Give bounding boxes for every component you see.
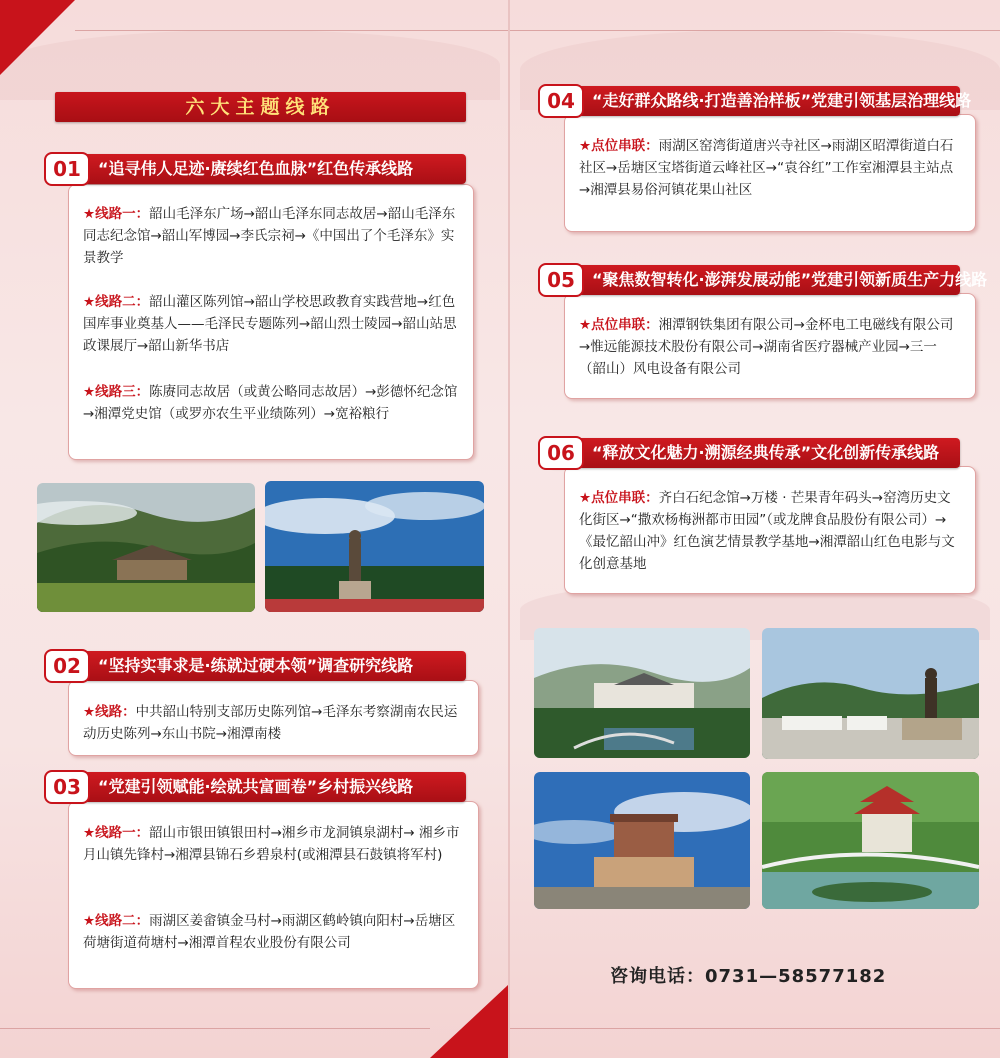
divider-line xyxy=(510,30,1000,31)
route-item-label: ★点位串联： xyxy=(579,490,659,506)
main-title: 六大主题线路 xyxy=(55,92,466,122)
route-item-label: ★线路二： xyxy=(83,913,150,929)
route-item xyxy=(83,822,466,866)
photo-statue-mountains xyxy=(762,628,979,759)
route-item-label: ★线路： xyxy=(83,704,136,720)
route-number: 01 xyxy=(44,152,90,186)
route-04-header xyxy=(540,86,972,116)
route-item xyxy=(83,203,461,269)
route-item-label: ★线路一： xyxy=(83,825,150,841)
route-item xyxy=(83,291,461,357)
route-item-text: 韶山市银田镇银田村→湘乡市龙洞镇泉湖村→ 湘乡市月山镇先锋村→湘潭县锦石乡碧泉村(或湘潭县石鼓镇将军村) xyxy=(83,825,460,863)
photo-statue-square xyxy=(265,481,484,612)
route-03-box xyxy=(68,801,479,989)
consult-phone: 咨询电话：0731—58577182 xyxy=(610,966,887,987)
route-03-header xyxy=(46,772,466,802)
route-item xyxy=(83,910,466,954)
corner-ribbon xyxy=(0,0,75,75)
route-title: “聚焦数智转化·澎湃发展动能”党建引领新质生产力线路 xyxy=(592,270,988,289)
route-number: 03 xyxy=(44,770,90,804)
divider-line xyxy=(510,1028,1000,1029)
route-05-box xyxy=(564,293,976,399)
route-02-header xyxy=(46,651,466,681)
route-item-text: 韶山灌区陈列馆→韶山学校思政教育实践营地→红色国库事业奠基人——毛泽民专题陈列→韶山烈士陵园→韶山站思政课展厅→韶山新华书店 xyxy=(83,294,457,354)
photo-pavilion xyxy=(762,772,979,909)
route-title: “坚持实事求是·练就过硬本领”调查研究线路 xyxy=(98,656,414,675)
corner-ribbon xyxy=(430,985,508,1058)
route-item xyxy=(83,381,461,425)
route-item xyxy=(579,314,963,380)
divider-line xyxy=(0,1028,430,1029)
route-number: 04 xyxy=(538,84,584,118)
route-title: “走好群众路线·打造善治样板”党建引领基层治理线路 xyxy=(592,91,972,110)
route-item-text: 中共韶山特别支部历史陈列馆→毛泽东考察湖南农民运动历史陈列→东山书院→湘潭南楼 xyxy=(83,704,458,742)
photo-south-tower xyxy=(534,772,750,909)
mountain-decoration xyxy=(0,30,500,100)
route-item-label: ★线路三： xyxy=(83,384,150,400)
route-02-box xyxy=(68,680,479,756)
route-title: “追寻伟人足迹·赓续红色血脉”红色传承线路 xyxy=(98,159,414,178)
route-06-box xyxy=(564,466,976,594)
route-01-header xyxy=(46,154,466,184)
divider-line xyxy=(75,30,508,31)
route-item-label: ★点位串联： xyxy=(579,317,659,333)
route-item xyxy=(579,135,963,201)
route-title: “释放文化魅力·溯源经典传承”文化创新传承线路 xyxy=(592,443,940,462)
route-06-header xyxy=(540,438,960,468)
route-item-text: 齐白石纪念馆→万楼 · 芒果青年码头→窑湾历史文化街区→“撒欢杨梅洲都市田园”（或龙牌食品股份有限公司）→《最忆韶山冲》红色演艺情景教学基地→湘潭韶山红色电影与文化创意基地 xyxy=(579,490,955,572)
route-04-box xyxy=(564,114,976,232)
route-item xyxy=(83,701,466,745)
route-05-header xyxy=(540,265,988,295)
route-number: 06 xyxy=(538,436,584,470)
route-item xyxy=(579,487,963,575)
route-number: 05 xyxy=(538,263,584,297)
route-title: “党建引领赋能·绘就共富画卷”乡村振兴线路 xyxy=(98,777,414,796)
route-01-box xyxy=(68,184,474,460)
route-item-label: ★线路二： xyxy=(83,294,150,310)
route-item-label: ★线路一： xyxy=(83,206,150,222)
route-item-text: 陈赓同志故居（或黄公略同志故居）→彭德怀纪念馆→湘潭党史馆（或罗亦农生平业绩陈列）→宽裕粮行 xyxy=(83,384,458,422)
route-item-text: 雨湖区姜畲镇金马村→雨湖区鹤岭镇向阳村→岳塘区荷塘街道荷塘村→湘潭首程农业股份有限公司 xyxy=(83,913,456,951)
fold-line xyxy=(508,0,510,1058)
route-number: 02 xyxy=(44,649,90,683)
route-item-label: ★点位串联： xyxy=(579,138,659,154)
photo-former-residence xyxy=(37,483,255,612)
route-item-text: 雨湖区窑湾街道唐兴寺社区→雨湖区昭潭街道白石社区→岳塘区宝塔街道云峰社区→“袁谷红”工作室湘潭县主站点→湘潭县易俗河镇花果山社区 xyxy=(579,138,954,198)
route-item-text: 韶山毛泽东广场→韶山毛泽东同志故居→韶山毛泽东同志纪念馆→韶山军博园→李氏宗祠→《中国出了个毛泽东》实景教学 xyxy=(83,206,456,266)
route-item-text: 湘潭钢铁集团有限公司→金杯电工电磁线有限公司→惟远能源技术股份有限公司→湖南省医疗器械产业园→三一（韶山）风电设备有限公司 xyxy=(579,317,954,377)
photo-academy-bridge xyxy=(534,628,750,758)
